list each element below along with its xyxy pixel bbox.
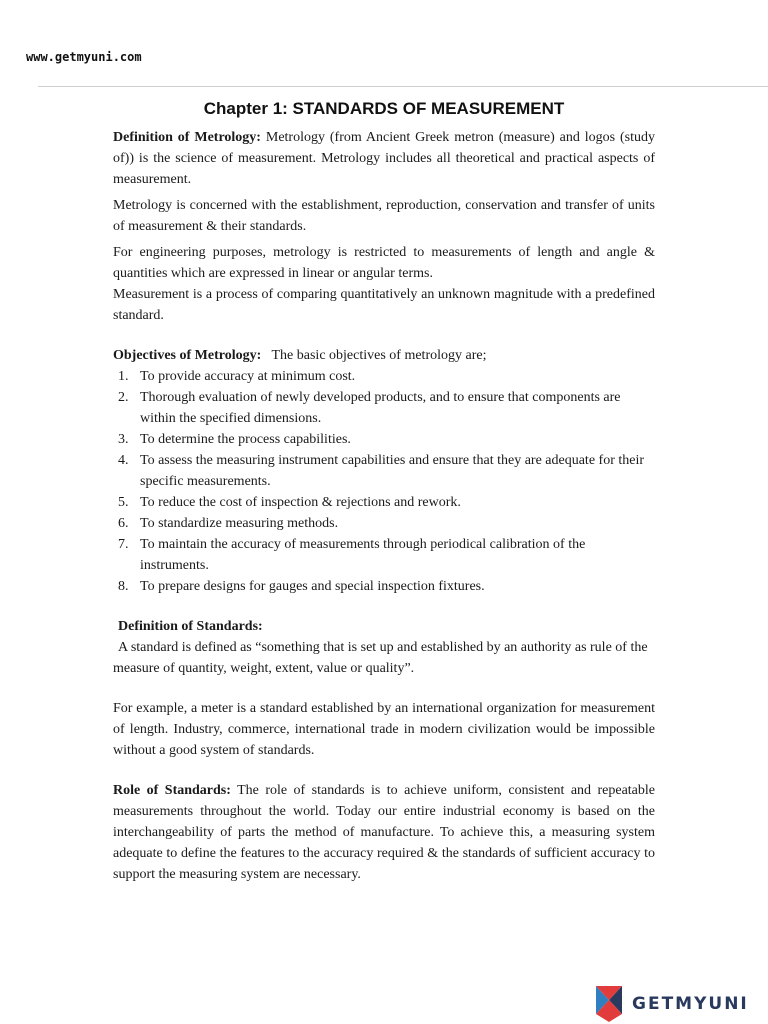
site-url[interactable]: www.getmyuni.com [26, 50, 142, 64]
list-item-text: To determine the process capabilities. [140, 432, 351, 447]
logo-text-myuni: MYUNI [675, 994, 749, 1014]
definition-metrology-text: Metrology (from Ancient Greek metron (measure) and logos (study of)) is the science of measurement. Metrology includes all theoretical and practical aspects of measurement. [113, 130, 655, 187]
list-item [113, 513, 655, 534]
getmyuni-logo-text [632, 994, 749, 1014]
list-item-text: To standardize measuring methods. [140, 516, 339, 531]
example-paragraph: For example, a meter is a standard established by an international organization for measurement of length. Industry, commerce, international trade in modern civilization would be impossible without a good system of standards. [113, 701, 655, 758]
list-item [113, 534, 655, 576]
paragraph-engineering: For engineering purposes, metrology is restricted to measurements of length and angle & quantities which are expressed in linear or angular terms. [113, 245, 655, 281]
definition-metrology-label: Definition of Metrology: [113, 130, 261, 145]
header-divider [38, 86, 768, 87]
list-item-text: To provide accuracy at minimum cost. [140, 369, 356, 384]
list-item-number: 6. [118, 516, 129, 531]
list-item [113, 387, 655, 429]
list-item-number: 1. [118, 369, 129, 384]
role-standards-paragraph [113, 780, 655, 885]
objectives-list [113, 366, 655, 597]
list-item-number: 8. [118, 579, 129, 594]
list-item [113, 366, 655, 387]
document-body [113, 127, 655, 885]
list-item-text: To assess the measuring instrument capabilities and ensure that they are adequate for their specific measurements. [140, 453, 645, 489]
role-standards-label: Role of Standards: [113, 783, 231, 798]
objectives-intro: The basic objectives of metrology are; [261, 348, 487, 363]
list-item [113, 450, 655, 492]
getmyuni-logo[interactable] [596, 984, 749, 1024]
paragraph-establishment: Metrology is concerned with the establishment, reproduction, conservation and transfer of units of measurement & their standards. [113, 198, 655, 234]
list-item-number: 7. [118, 537, 129, 552]
list-item-text: To reduce the cost of inspection & rejections and rework. [140, 495, 461, 510]
objectives-heading [113, 345, 655, 366]
objectives-label: Objectives of Metrology: [113, 348, 262, 363]
getmyuni-logo-icon [596, 986, 622, 1022]
definition-standards-text: A standard is defined as “something that is set up and established by an authority as rule of the measure of quantity, weight, extent, value or quality”. [113, 640, 648, 676]
list-item-text: Thorough evaluation of newly developed products, and to ensure that components are within the specified dimensions. [140, 390, 621, 426]
list-item-number: 4. [118, 453, 129, 468]
list-item-number: 3. [118, 432, 129, 447]
paragraph-measurement-text: Measurement is a process of comparing quantitatively an unknown magnitude with a predefined standard. [113, 287, 655, 323]
list-item-number: 5. [118, 495, 129, 510]
list-item-text: To maintain the accuracy of measurements through periodical calibration of the instruments. [140, 537, 586, 573]
definition-standards-label: Definition of Standards: [118, 619, 263, 634]
list-item [113, 429, 655, 450]
chapter-title: Chapter 1: STANDARDS OF MEASUREMENT [203, 99, 565, 118]
logo-text-get: GET [632, 994, 676, 1014]
role-standards-text: The role of standards is to achieve uniform, consistent and repeatable measurements throughout the world. Today our entire industrial economy is based on the interchangeability of parts the method of manufacture. To achieve this, a measuring system adequate to define the features to the accuracy required & the standards of sufficient accuracy to support the measuring system are necessary. [113, 783, 655, 882]
definition-metrology-paragraph [113, 127, 655, 190]
paragraph-measurement [113, 284, 655, 326]
list-item-text: To prepare designs for gauges and special inspection fixtures. [140, 579, 485, 594]
list-item [113, 492, 655, 513]
list-item-number: 2. [118, 390, 129, 405]
list-item [113, 576, 655, 597]
